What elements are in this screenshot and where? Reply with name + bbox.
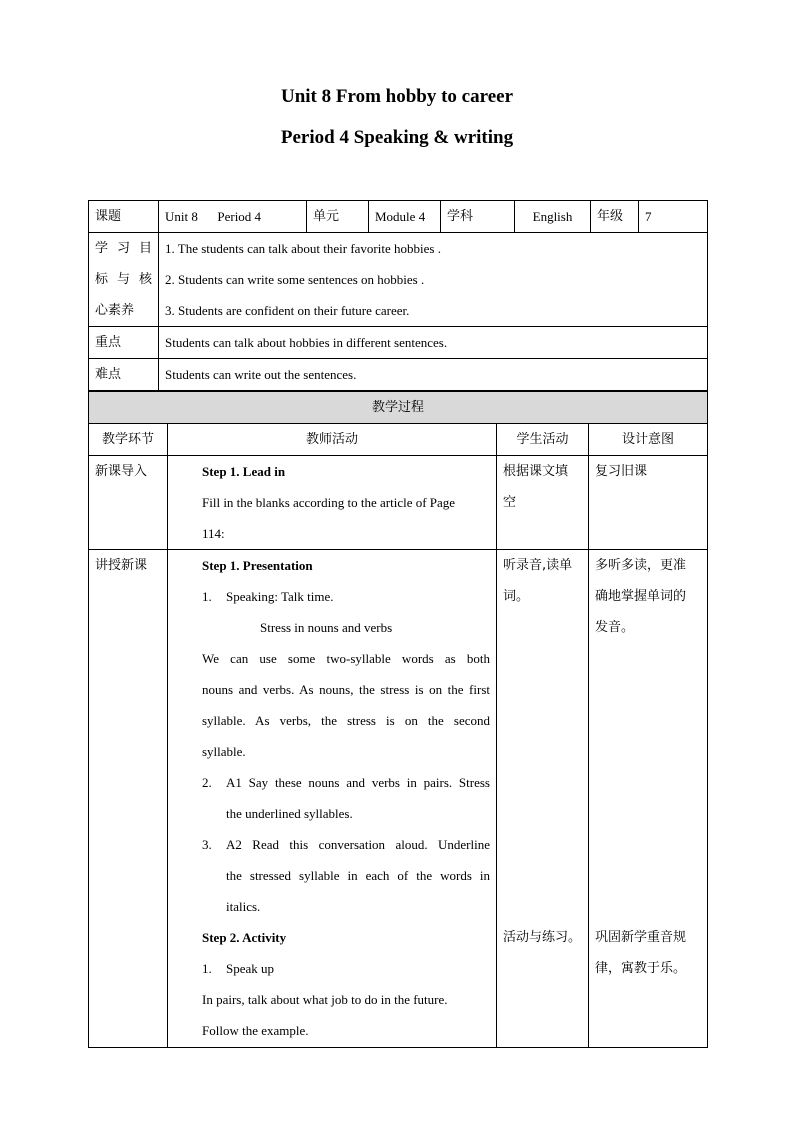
step-heading: Step 2. Activity [202,930,287,945]
difficulty-label: 难点 [89,359,159,391]
header-teacher: 教师活动 [168,424,497,456]
list-item: 1. Speak up [202,961,275,976]
info-row-key-point [89,327,708,359]
info-row-goals [89,233,708,327]
goals-list [159,233,708,327]
info-row-difficulty [89,359,708,391]
goals-label-line-2: 标 与 核 [95,272,152,287]
teaching-process-table [88,391,708,1048]
topic-label: 课题 [89,201,159,233]
subject-value: English [515,201,591,233]
design-intent-new-lesson: 多听多读，更准 确地掌握单词的 发音。 巩固新学重音规 律，寓教于乐。 [589,550,708,1048]
step-heading: Step 1. Lead in [202,464,286,479]
topic-value: Unit 8 Period 4 [159,201,307,233]
grade-value: 7 [639,201,708,233]
header-student: 学生活动 [497,424,589,456]
stage-intro: 新课导入 [89,456,168,550]
unit-label: 单元 [307,201,369,233]
goal-item: 1. The students can talk about their favorite hobbies . [165,241,441,256]
process-row-intro [89,456,708,550]
unit-value: Module 4 [369,201,441,233]
process-row-new-lesson [89,550,708,1048]
design-intent-intro: 复习旧课 [589,456,708,550]
teacher-activity-new-lesson: Step 1. Presentation 1. Speaking: Talk time. Stress in nouns and verbs We can use some two-syllable words as both nouns and verbs. As nouns, the stress is on the first syllable. As verbs, the stress is on the second syllable. 2. A1 Say these nouns and verbs in pairs. Stress the underlined syllables. 3. A2 Read this conversation aloud. Underline the stressed syllable in each of the words in italics. Step 2. Activity 1. Speak up In pairs, talk about what job to do in the future. Follow the example. [168,550,497,1048]
info-row-topic [89,201,708,233]
teacher-activity-intro: Step 1. Lead in Fill in the blanks according to the article of Page 114: [168,456,497,550]
goal-item: 2. Students can write some sentences on hobbies . [165,272,425,287]
step-heading: Step 1. Presentation [202,558,313,573]
lesson-info-table [88,200,708,391]
goal-item: 3. Students are confident on their future career. [165,303,410,318]
list-item: 2. A1 Say these nouns and verbs in pairs. Stress [202,775,490,790]
subject-label: 学科 [441,201,515,233]
difficulty-value: Students can write out the sentences. [159,359,708,391]
student-activity-intro: 根据课文填 空 [497,456,589,550]
process-title: 教学过程 [89,392,708,424]
process-header-row [89,424,708,456]
goals-label-line-1: 学 习 目 [95,241,152,256]
key-point-label: 重点 [89,327,159,359]
document-title: Unit 8 From hobby to career [280,86,514,107]
goals-label-line-3: 心素养 [95,303,135,318]
key-point-value: Students can talk about hobbies in different sentences. [159,327,708,359]
document-subtitle: Period 4 Speaking & writing [280,127,514,148]
process-title-row [89,392,708,424]
goals-label [89,233,159,327]
grade-label: 年级 [591,201,639,233]
list-item: 1. Speaking: Talk time. [202,589,334,604]
stage-new-lesson: 讲授新课 [89,550,168,1048]
student-activity-new-lesson: 听录音,读单 词。 活动与练习。 [497,550,589,1048]
header-intent: 设计意图 [589,424,708,456]
header-stage: 教学环节 [89,424,168,456]
list-item: 3. A2 Read this conversation aloud. Underline [202,837,490,852]
